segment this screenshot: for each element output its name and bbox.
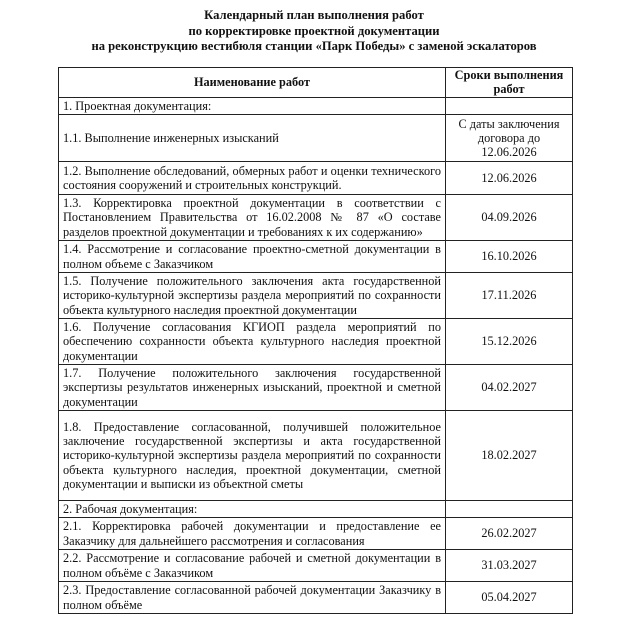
row-deadline [446, 501, 573, 518]
row-deadline: 31.03.2027 [446, 550, 573, 582]
table-row [59, 501, 573, 518]
table-row [59, 241, 573, 273]
table-row [59, 411, 573, 501]
title-line-3: на реконструкцию вестибюля станции «Парк Победы» с заменой эскалаторов [91, 39, 537, 53]
table-row [59, 98, 573, 115]
table-row [59, 273, 573, 319]
row-deadline: 12.06.2026 [446, 162, 573, 195]
table-row [59, 582, 573, 614]
row-work-name: 2.1. Корректировка рабочей документации и предоставление ее Заказчику для дальнейшего рассмотрения и согласования [59, 518, 446, 550]
row-deadline: 26.02.2027 [446, 518, 573, 550]
row-work-name: 2.2. Рассмотрение и согласование рабочей и сметной документации в полном объёме с Заказчиком [59, 550, 446, 582]
row-deadline [446, 98, 573, 115]
row-deadline: 04.02.2027 [446, 365, 573, 411]
row-work-name: 1.4. Рассмотрение и согласование проектно-сметной документации в полном объеме с Заказчиком [59, 241, 446, 273]
row-work-name: 1.8. Предоставление согласованной, получившей положительное заключение государственной экспертизы и акта государственной историко-культурной экспертизы раздела мероприятий по сохранности объекта культурного наследия, проектной документации, сметной документации и выписки из объектной сметы [59, 411, 446, 501]
row-deadline: 05.04.2027 [446, 582, 573, 614]
table-row [59, 162, 573, 195]
table-row [59, 115, 573, 162]
row-deadline: 04.09.2026 [446, 195, 573, 241]
row-deadline: 16.10.2026 [446, 241, 573, 273]
row-work-name: 2. Рабочая документация: [59, 501, 446, 518]
row-work-name: 1.2. Выполнение обследований, обмерных работ и оценки технического состояния сооружений и строительных конструкций. [59, 162, 446, 195]
row-deadline: 17.11.2026 [446, 273, 573, 319]
row-work-name: 2.3. Предоставление согласованной рабочей документации Заказчику в полном объёме [59, 582, 446, 614]
schedule-table [58, 67, 573, 614]
row-deadline: 18.02.2027 [446, 411, 573, 501]
table-row [59, 319, 573, 365]
row-work-name: 1.5. Получение положительного заключения акта государственной историко-культурной экспертизы раздела мероприятий по сохранности объекта культурного наследия проектной документации [59, 273, 446, 319]
table-header-row [59, 68, 573, 98]
row-work-name: 1.6. Получение согласования КГИОП раздела мероприятий по обеспечению сохранности объекта культурного наследия проектной документации [59, 319, 446, 365]
table-row [59, 195, 573, 241]
table-row [59, 365, 573, 411]
row-deadline: 15.12.2026 [446, 319, 573, 365]
document-title [0, 8, 628, 55]
row-work-name: 1.1. Выполнение инженерных изысканий [59, 115, 446, 162]
row-work-name: 1.3. Корректировка проектной документации в соответствии с Постановлением Правительства от 16.02.2008 № 87 «О составе разделов проектной документации и требованиях к их содержанию» [59, 195, 446, 241]
title-line-1: Календарный план выполнения работ [204, 8, 424, 22]
row-work-name: 1. Проектная документация: [59, 98, 446, 115]
row-deadline: С даты заключения договора до 12.06.2026 [446, 115, 573, 162]
header-work-name: Наименование работ [59, 68, 446, 98]
table-row [59, 550, 573, 582]
row-work-name: 1.7. Получение положительного заключения государственной экспертизы результатов инженерных изысканий, проектной и сметной документации [59, 365, 446, 411]
header-deadline: Сроки выполнения работ [446, 68, 573, 98]
table-row [59, 518, 573, 550]
title-line-2: по корректировке проектной документации [188, 23, 440, 38]
